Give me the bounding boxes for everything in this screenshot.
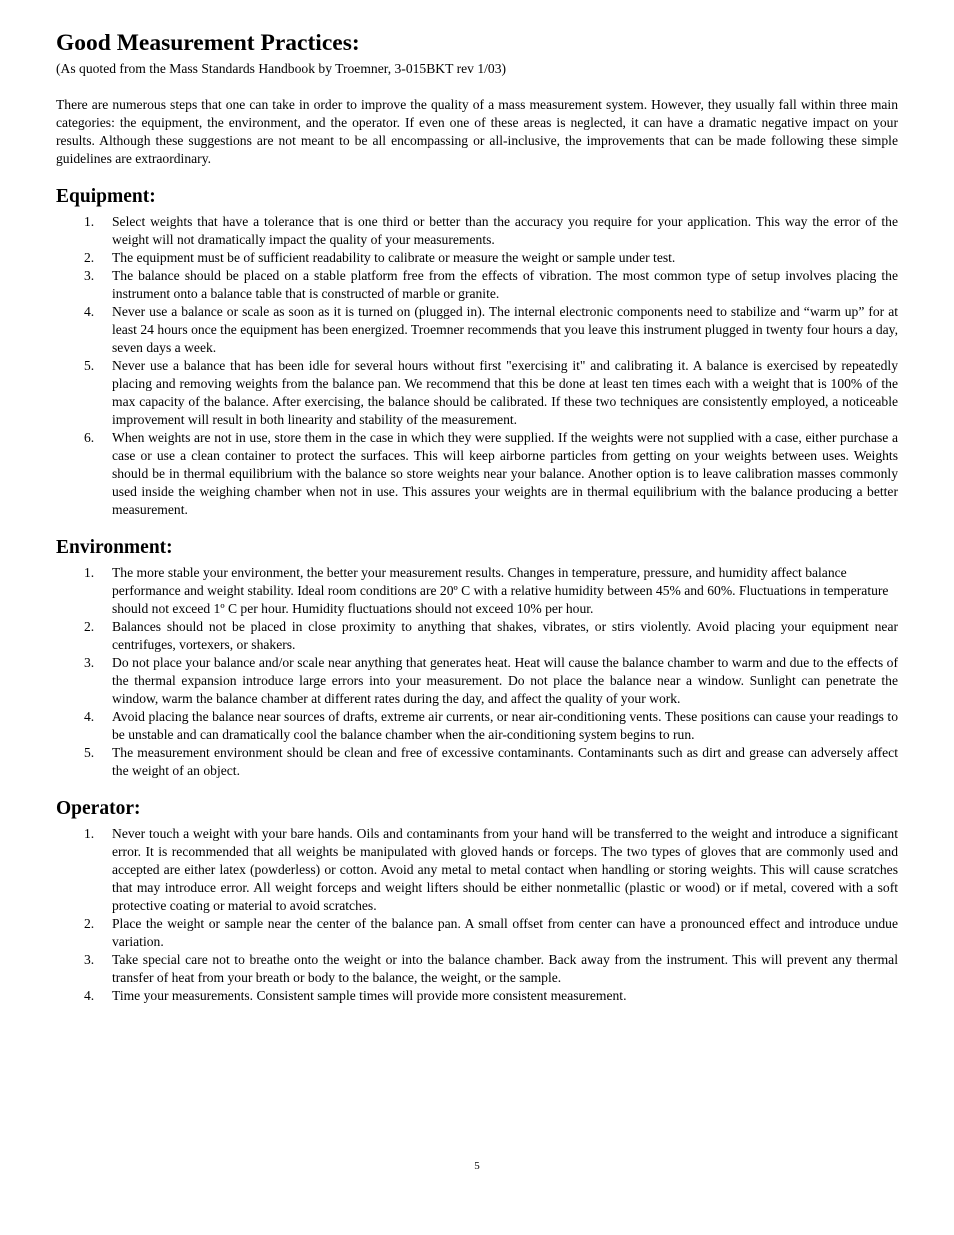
item-text: Do not place your balance and/or scale near anything that generates heat. Heat will cause the balance chamber to warm and due to the effects of the thermal expansion introduce large errors into your measurement. Do not place the balance near a window. Sunlight can penetrate the window, warm the balance chamber at different rates during the day, and affect the quality of your work. [112,655,898,706]
section-heading: Equipment: [56,186,156,207]
source-citation: (As quoted from the Mass Standards Handbook by Troemner, 3-015BKT rev 1/03) [56,61,507,76]
list-item [56,654,898,708]
numbered-list [56,213,898,519]
item-number: 3. [84,268,95,283]
list-item [56,429,898,519]
numbered-list [56,825,898,1005]
item-text: Never use a balance that has been idle for several hours without first "exercising it" and calibrating it. A balance is exercised by repeatedly placing and removing weights from the balance pan. We recommend that this be done at least ten times each with a weight that is 100% of the max capacity of the balance. After exercising, the balance should be calibrated. If these two techniques are consistently employed, a noticeable improvement will result in both linearity and stability of the measurement. [112,358,898,427]
list-item [56,708,898,744]
item-text: Balances should not be placed in close proximity to anything that shakes, vibrates, or stirs violently. Avoid placing your equipment near centrifuges, vortexers, or shakers. [112,619,898,652]
item-number: 4. [84,709,95,724]
item-number: 1. [84,826,95,841]
list-item [56,618,898,654]
item-number: 2. [84,619,95,634]
item-text: The measurement environment should be clean and free of excessive contaminants. Contaminants such as dirt and grease can adversely affect the weight of an object. [112,745,898,778]
item-text: Never touch a weight with your bare hands. Oils and contaminants from your hand will be transferred to the weight and introduce a significant error. It is recommended that all weights be manipulated with gloved hands or forceps. The two types of gloves that are commonly used and accepted are either latex (powderless) or cotton. Avoid any metal to metal contact when handling or storing weights. This will cause scratches that may introduce error. All weight forceps and weight lifters should be either nonmetallic (plastic or wood) or if metal, covered with a soft protective coating or material to avoid scratches. [112,826,898,913]
list-item [56,915,898,951]
section-environment [56,536,898,780]
section-equipment [56,185,898,519]
item-text: When weights are not in use, store them in the case in which they were supplied. If the weights were not supplied with a case, either purchase a case or use a clean container to protect the surfaces. This will keep airborne particles from getting on your weights between uses. Weights should be in thermal equilibrium with the balance so store weights near your balance. Another option is to leave calibration masses commonly used inside the weighing chamber when not in use. This assures your weights are in thermal equilibrium with the balance producing a better measurement. [112,430,898,517]
section-operator [56,797,898,1005]
item-number: 3. [84,952,95,967]
item-text: Never use a balance or scale as soon as it is turned on (plugged in). The internal electronic components need to stabilize and “warm up” for at least 24 hours once the equipment has been energized. Troemner recommends that you leave this instrument plugged in twenty four hours a day, seven days a week. [112,304,898,355]
item-text: Place the weight or sample near the center of the balance pan. A small offset from center can have a pronounced effect and introduce undue variation. [112,916,898,949]
list-item [56,564,898,618]
numbered-list [56,564,898,780]
list-item [56,303,898,357]
item-text: The more stable your environment, the better your measurement results. Changes in temperature, pressure, and humidity affect balance performance and weight stability. Ideal room conditions are 20º C with a relative humidity between 45% and 60%. Fluctuations in temperature should not exceed 1º C per hour. Humidity fluctuations should not exceed 10% per hour. [112,565,889,616]
intro-paragraph: There are numerous steps that one can take in order to improve the quality of a mass measurement system. However, they usually fall within three main categories: the equipment, the environment, and the operator. If even one of these areas is neglected, it can have a dramatic negative impact on your results. Although these suggestions are not meant to be all encompassing or all-inclusive, the improvements that can be made following these simple guidelines are extraordinary. [56,97,898,166]
item-text: The balance should be placed on a stable platform free from the effects of vibration. The most common type of setup involves placing the instrument onto a balance table that is constructed of marble or granite. [112,268,898,301]
item-number: 6. [84,430,95,445]
list-item [56,951,898,987]
section-heading: Environment: [56,537,173,558]
list-item [56,987,898,1005]
item-number: 1. [84,565,95,580]
item-number: 2. [84,916,95,931]
item-number: 2. [84,250,95,265]
page-title: Good Measurement Practices: [56,30,360,56]
item-number: 5. [84,358,95,373]
list-item [56,825,898,915]
document-page [56,28,898,1005]
list-item [56,267,898,303]
item-text: Time your measurements. Consistent sample times will provide more consistent measurement. [112,988,627,1003]
item-text: Take special care not to breathe onto the weight or into the balance chamber. Back away from the instrument. This will prevent any thermal transfer of heat from your breath or body to the balance, the weight, or the sample. [112,952,898,985]
item-text: Avoid placing the balance near sources of drafts, extreme air currents, or near air-conditioning vents. These positions can cause your readings to be unstable and can dramatically cool the balance chamber when the air-conditioning system begins to run. [112,709,898,742]
item-number: 3. [84,655,95,670]
item-number: 5. [84,745,95,760]
item-number: 4. [84,304,95,319]
item-text: Select weights that have a tolerance that is one third or better than the accuracy you require for your application. This way the error of the weight will not dramatically impact the quality of your measurements. [112,214,898,247]
item-number: 4. [84,988,95,1003]
page-number: 5 [474,1160,480,1172]
section-heading: Operator: [56,798,141,819]
item-number: 1. [84,214,95,229]
list-item [56,744,898,780]
list-item [56,213,898,249]
list-item [56,357,898,429]
item-text: The equipment must be of sufficient readability to calibrate or measure the weight or sample under test. [112,250,676,265]
list-item [56,249,898,267]
